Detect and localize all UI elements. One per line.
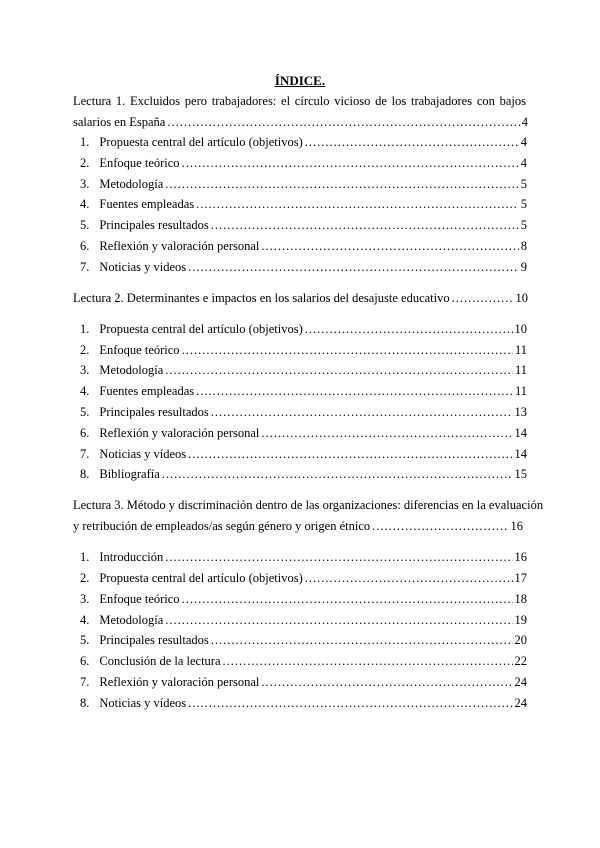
toc-item[interactable] (80, 591, 527, 607)
item-number: 4. (80, 384, 90, 398)
page-number: 22 (514, 654, 527, 668)
toc-item[interactable] (80, 383, 527, 399)
item-number: 6. (80, 426, 90, 440)
page-number: 24 (514, 696, 527, 710)
page-number: 5 (520, 218, 527, 232)
item-text: Principales resultados (99, 218, 209, 232)
page-number: 11 (514, 363, 527, 377)
item-number: 2. (80, 571, 90, 585)
toc-item[interactable] (80, 549, 527, 565)
lecture-2-title: Lectura 2. Determinantes e impactos en los salarios del desajuste educativo (73, 291, 450, 305)
dot-leader (261, 238, 518, 254)
dot-leader (165, 549, 512, 565)
item-text: Metodología (99, 613, 164, 627)
toc-item[interactable] (80, 238, 527, 254)
dot-leader (182, 591, 513, 607)
item-text: Conclusión de la lectura (99, 654, 221, 668)
page-number: 13 (514, 405, 527, 419)
index-title: ÍNDICE. (274, 73, 326, 88)
toc-item[interactable] (80, 446, 527, 462)
dot-leader (305, 134, 519, 150)
item-number: 2. (80, 343, 90, 357)
toc-item[interactable] (80, 404, 527, 420)
item-number: 2. (80, 156, 90, 170)
item-text: Enfoque teórico (99, 592, 180, 606)
dot-leader (165, 612, 512, 628)
item-text: Principales resultados (99, 405, 209, 419)
lecture-3-title-line1: Lectura 3. Método y discriminación dentro de las organizaciones: diferencias en la evaluación (73, 498, 544, 512)
item-text: Reflexión y valoración personal (99, 239, 260, 253)
lecture-1-title-line1: Lectura 1. Excluidos pero trabajadores: el círculo vicioso de los trabajadores con bajos (73, 94, 526, 108)
page-number: 5 (520, 197, 527, 211)
item-text: Reflexión y valoración personal (99, 426, 260, 440)
item-number: 1. (80, 135, 90, 149)
dot-leader (165, 176, 518, 192)
item-number: 5. (80, 405, 90, 419)
item-text: Enfoque teórico (99, 343, 180, 357)
toc-item[interactable] (80, 653, 527, 669)
item-number: 6. (80, 239, 90, 253)
item-text: Noticias y vídeos (99, 447, 187, 461)
item-text: Propuesta central del artículo (objetivos) (99, 322, 303, 336)
item-text: Enfoque teórico (99, 156, 180, 170)
lecture-3-title-line2: y retribución de empleados/as según género y origen étnico (73, 519, 371, 533)
item-number: 7. (80, 447, 90, 461)
page-number: 20 (514, 633, 527, 647)
page-number: 16 (510, 519, 523, 533)
page-number: 4 (521, 115, 528, 129)
dot-leader (305, 321, 513, 337)
page-number: 4 (520, 135, 527, 149)
item-text: Propuesta central del artículo (objetivos) (99, 571, 303, 585)
dot-leader (196, 383, 513, 399)
page-number: 10 (514, 322, 527, 336)
dot-leader (211, 217, 519, 233)
toc-item[interactable] (80, 217, 527, 233)
page-number: 9 (520, 260, 527, 274)
dot-leader (188, 695, 512, 711)
page-number: 24 (514, 675, 527, 689)
page-number: 17 (514, 571, 527, 585)
toc-item[interactable] (80, 259, 527, 275)
item-text: Metodología (99, 177, 164, 191)
lecture-3-entry[interactable] (73, 518, 523, 534)
dot-leader (196, 196, 519, 212)
item-text: Bibliografía (99, 467, 160, 481)
toc-item[interactable] (80, 176, 527, 192)
item-number: 5. (80, 633, 90, 647)
item-number: 7. (80, 260, 90, 274)
dot-leader (372, 518, 508, 534)
toc-item[interactable] (80, 695, 527, 711)
item-text: Reflexión y valoración personal (99, 675, 260, 689)
toc-item[interactable] (80, 155, 527, 171)
toc-item[interactable] (80, 321, 527, 337)
item-text: Fuentes empleadas (99, 384, 195, 398)
item-number: 4. (80, 613, 90, 627)
page-number: 15 (514, 467, 527, 481)
dot-leader (188, 259, 519, 275)
page-number: 19 (514, 613, 527, 627)
dot-leader (167, 114, 519, 130)
page-number: 14 (514, 426, 527, 440)
item-number: 7. (80, 675, 90, 689)
dot-leader (305, 570, 513, 586)
page-number: 11 (514, 384, 527, 398)
toc-item[interactable] (80, 362, 527, 378)
item-number: 3. (80, 177, 90, 191)
dot-leader (211, 632, 513, 648)
item-text: Propuesta central del artículo (objetivos) (99, 135, 303, 149)
item-number: 1. (80, 550, 90, 564)
page-number: 18 (514, 592, 527, 606)
item-number: 3. (80, 363, 90, 377)
item-number: 6. (80, 654, 90, 668)
item-number: 1. (80, 322, 90, 336)
dot-leader (165, 362, 513, 378)
page-number: 4 (520, 156, 527, 170)
dot-leader (261, 425, 512, 441)
item-text: Noticias y videos (99, 260, 187, 274)
dot-leader (223, 653, 513, 669)
dot-leader (182, 155, 519, 171)
item-text: Introducción (99, 550, 164, 564)
toc-item[interactable] (80, 570, 527, 586)
toc-item[interactable] (80, 612, 527, 628)
page-number: 14 (514, 447, 527, 461)
item-number: 3. (80, 592, 90, 606)
page-number: 11 (514, 343, 527, 357)
lecture-2-entry[interactable] (73, 290, 528, 306)
lecture-1-entry[interactable] (73, 114, 528, 130)
item-number: 4. (80, 197, 90, 211)
toc-item[interactable] (80, 196, 527, 212)
item-text: Noticias y vídeos (99, 696, 187, 710)
page-number: 5 (520, 177, 527, 191)
toc-item[interactable] (80, 632, 527, 648)
dot-leader (182, 342, 513, 358)
toc-item[interactable] (80, 425, 527, 441)
lecture-1-title-line2: salarios en España (73, 115, 166, 129)
dot-leader (162, 466, 513, 482)
item-text: Principales resultados (99, 633, 209, 647)
dot-leader (211, 404, 513, 420)
item-text: Metodología (99, 363, 164, 377)
item-number: 8. (80, 467, 90, 481)
page-number: 16 (514, 550, 527, 564)
page-number: 10 (515, 291, 528, 305)
toc-item[interactable] (80, 674, 527, 690)
page-number: 8 (520, 239, 527, 253)
dot-leader (261, 674, 512, 690)
item-number: 5. (80, 218, 90, 232)
item-text: Fuentes empleadas (99, 197, 195, 211)
item-number: 8. (80, 696, 90, 710)
dot-leader (452, 290, 514, 306)
toc-item[interactable] (80, 342, 527, 358)
dot-leader (188, 446, 512, 462)
toc-item[interactable] (80, 134, 527, 150)
toc-item[interactable] (80, 466, 527, 482)
